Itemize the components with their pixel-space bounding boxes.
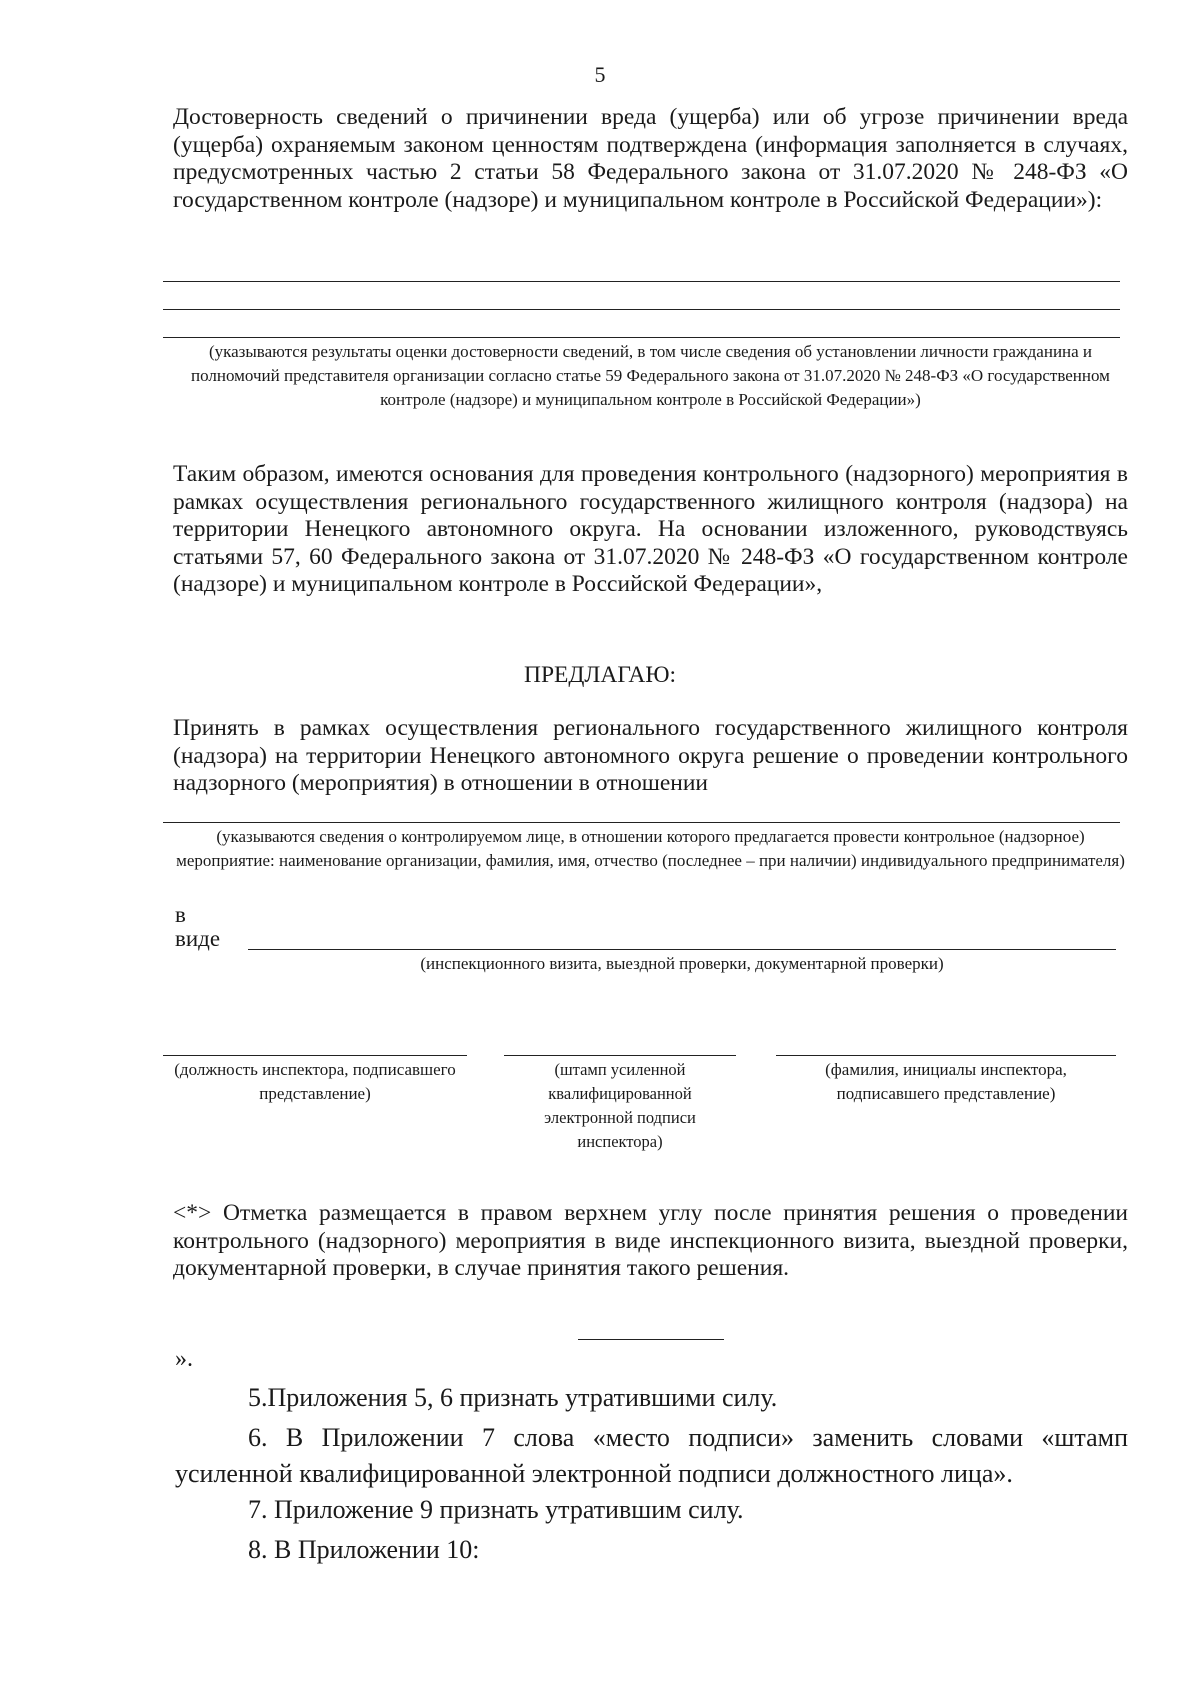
- form-label: виде: [175, 926, 221, 951]
- position-sign-line: [163, 1055, 467, 1056]
- reliability-paragraph: Достоверность сведений о причинении вреда (ущерба) или об угрозе причинении вреда (ущерба) охраняемым законом ценностям подтверждена (информация заполняется в случаях, предусмотренных частью 2 статьи 58 Федерального закона от 31.07.2020 № 248-ФЗ «О государственном контроле (надзоре) и муниципальном контроле в Российской Федерации»):: [173, 104, 1128, 213]
- page-number: 5: [594, 62, 606, 87]
- position-caption: (должность инспектора, подписавшего представление): [174, 1060, 456, 1103]
- fill-line-2: [163, 309, 1120, 310]
- subject-fill-line: [163, 822, 1120, 823]
- form-fill-line: [248, 949, 1116, 950]
- amendment-item-5: 5.Приложения 5, 6 признать утратившими силу.: [248, 1383, 778, 1412]
- amendment-item-7: 7. Приложение 9 признать утратившим силу.: [248, 1495, 744, 1524]
- reliability-caption: (указываются результаты оценки достоверности сведений, в том числе сведения об установлении личности гражданина и полномочий представителя организации согласно статье 59 Федерального закона от 31.07.2020 № 248-ФЗ «О государственном контроле (надзоре) и муниципальном контроле в Российской Федерации»): [191, 342, 1110, 409]
- subject-caption: (указываются сведения о контролируемом лице, в отношении которого предлагается провести контрольное (надзорное) мероприятие: наименование организации, фамилия, имя, отчество (последнее – при наличии) индивидуального предпринимателя): [176, 827, 1125, 870]
- fill-line-3: [163, 337, 1120, 338]
- proposal-paragraph: Принять в рамках осуществления регионального государственного жилищного контроля (надзора) на территории Ненецкого автономного округа решение о проведении контрольного надзорного (мероприятия) в отношении в отношении: [173, 715, 1128, 796]
- form-caption: (инспекционного визита, выездной проверки, документарной проверки): [420, 954, 944, 973]
- name-sign-line: [776, 1055, 1116, 1056]
- amendment-item-8: 8. В Приложении 10:: [248, 1535, 480, 1564]
- closing-quote: ».: [175, 1346, 193, 1372]
- grounds-paragraph: Таким образом, имеются основания для проведения контрольного (надзорного) мероприятия в рамках осуществления регионального государственного жилищного контроля (надзора) на территории Ненецкого автономного округа. На основании изложенного, руководствуясь статьями 57, 60 Федерального закона от 31.07.2020 № 248-ФЗ «О государственном контроле (надзоре) и муниципальном контроле в Российской Федерации»,: [173, 461, 1128, 597]
- name-caption: (фамилия, инициалы инспектора, подписавшего представление): [825, 1060, 1067, 1103]
- amendment-item-6: 6. В Приложении 7 слова «место подписи» заменить словами «штамп усиленной квалифицированной электронной подписи должностного лица».: [175, 1423, 1128, 1488]
- fill-line-1: [163, 281, 1120, 282]
- footnote-paragraph: <*> Отметка размещается в правом верхнем углу после принятия решения о проведении контрольного (надзорного) мероприятия в виде инспекционного визита, выездной проверки, документарной проверки, в случае принятия такого решения.: [173, 1200, 1128, 1281]
- stamp-sign-line: [504, 1055, 736, 1056]
- in-label: в: [175, 902, 186, 927]
- stamp-caption: (штамп усиленной квалифицированной электронной подписи инспектора): [544, 1060, 696, 1151]
- proposal-heading: ПРЕДЛАГАЮ:: [523, 662, 676, 688]
- separator-line: [578, 1339, 724, 1340]
